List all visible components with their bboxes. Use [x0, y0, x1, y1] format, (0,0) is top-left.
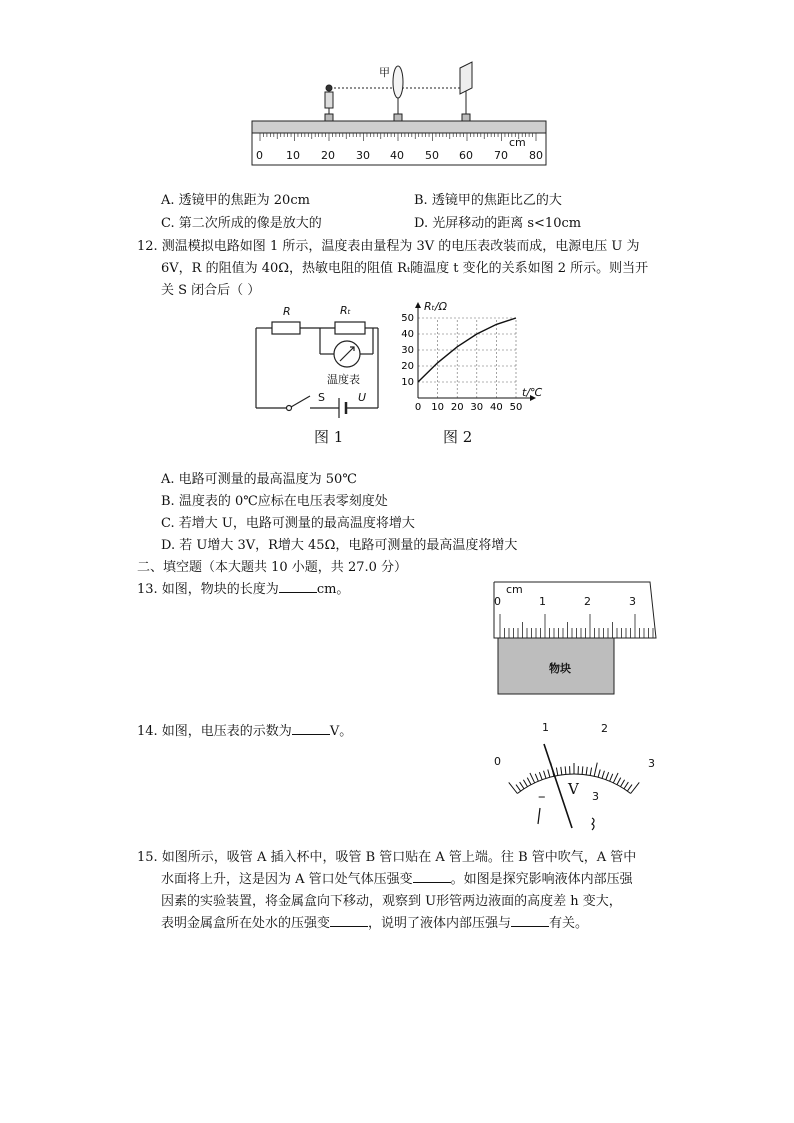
- q13-answer-blank: [279, 580, 317, 593]
- dial-tick: [602, 771, 604, 779]
- ruler-unit: cm: [506, 583, 523, 596]
- dial-mark: 1: [542, 721, 549, 734]
- dial-tick: [516, 785, 521, 792]
- circuit-diagram: [250, 300, 400, 420]
- dial-tick: [509, 782, 518, 793]
- q15-blank-3: [511, 914, 549, 927]
- dial-tick: [530, 773, 535, 783]
- dial-tick: [594, 763, 597, 777]
- dial-tick: [539, 772, 542, 780]
- q15-blank-1: [413, 870, 451, 883]
- y-axis-arrow: [415, 302, 421, 308]
- q15-line4-mid: ，说明了液体内部压强与: [368, 916, 512, 931]
- terminal-minus: –: [538, 787, 546, 805]
- q13-stem-prefix: 13. 如图，物块的长度为: [137, 582, 279, 597]
- x-tick-label: 0: [414, 402, 422, 413]
- fig1-label-s: S: [318, 391, 325, 404]
- dial-tick: [586, 767, 587, 775]
- ruler-mark: 1: [539, 595, 546, 608]
- bench-mark: 60: [459, 149, 473, 162]
- y-tick-label: 20: [401, 361, 414, 372]
- dial-tick: [627, 785, 632, 792]
- bench-mark: 40: [390, 149, 404, 162]
- fig1-label-meter: 温度表: [327, 373, 360, 386]
- q15-line4-end: 有关。: [549, 916, 589, 931]
- q12-option-a: A. 电路可测量的最高温度为 50℃: [161, 472, 357, 487]
- bench-mark: 70: [494, 149, 508, 162]
- y-tick-label: 40: [401, 329, 414, 340]
- dial-tick: [523, 780, 527, 787]
- dial-tick: [582, 766, 583, 774]
- q15-line2-end: 。如图是探究影响液体内部压强: [450, 872, 633, 887]
- q12-option-c: C. 若增大 U，电路可测量的最高温度将增大: [161, 516, 415, 531]
- y-tick-label: 30: [401, 345, 414, 356]
- dial-tick: [590, 768, 591, 776]
- dial-tick: [544, 771, 546, 779]
- dial-tick: [617, 778, 621, 785]
- q15-line4: [161, 914, 588, 934]
- bench-unit-label: cm: [509, 136, 526, 149]
- dial-mark: 0: [494, 755, 501, 768]
- x-tick-label: 20: [450, 402, 464, 413]
- y-tick-label: 50: [401, 313, 414, 324]
- q11-option-c: C. 第二次所成的像是放大的: [161, 216, 322, 231]
- q13-stem: [137, 580, 349, 600]
- q15-line4-text: 表明金属盒所在处水的压强变: [161, 916, 331, 931]
- ruler-mark: 3: [629, 595, 636, 608]
- fig1-label-r: R: [283, 305, 291, 318]
- fig2-caption: 图 2: [443, 428, 473, 446]
- q12-stem-line1: 12. 测温模拟电路如图 1 所示，温度表由量程为 3V 的电压表改装而成，电源电压 U 为: [137, 239, 640, 254]
- q11-option-a: A. 透镜甲的焦距为 20cm: [161, 193, 310, 208]
- lens-label-jia: 甲: [379, 66, 390, 79]
- dial-tick: [535, 774, 538, 781]
- rt-vs-t-chart: [396, 296, 546, 426]
- x-tick-label: 50: [509, 402, 523, 413]
- q15-line1: 15. 如图所示，吸管 A 插入杯中，吸管 B 管口贴在 A 管上端。往 B 管中吹气，A 管中: [137, 850, 637, 865]
- q12-stem-line3: 关 S 闭合后（ ）: [161, 283, 261, 298]
- dial-tick: [624, 782, 628, 789]
- dial-tick: [527, 778, 531, 785]
- dial-tick: [613, 773, 618, 783]
- q14-stem: [137, 722, 352, 742]
- q14-stem-suffix: V。: [329, 724, 353, 739]
- ruler-mark: 0: [494, 595, 501, 608]
- ruler-mark: 2: [584, 595, 591, 608]
- terminal-minus-post: [538, 808, 540, 824]
- dial-unit: V: [568, 780, 579, 798]
- dial-tick: [520, 782, 524, 789]
- bench-mark: 10: [286, 149, 300, 162]
- fig1-caption: 图 1: [314, 428, 344, 446]
- q12-option-b: B. 温度表的 0℃应标在电压表零刻度处: [161, 494, 388, 509]
- x-tick-label: 40: [490, 402, 503, 413]
- dial-tick: [606, 772, 609, 780]
- x-tick-label: 30: [470, 402, 484, 413]
- section-heading: 二、填空题（本大题共 10 小题，共 27.0 分）: [137, 560, 408, 575]
- q13-stem-suffix: cm。: [316, 582, 350, 597]
- q11-option-b: B. 透镜甲的焦距比乙的大: [414, 193, 562, 208]
- terminal-3-post: [592, 818, 594, 830]
- q15-line2: [161, 870, 633, 890]
- y-tick-label: 10: [401, 377, 414, 388]
- dial-tick: [565, 766, 566, 774]
- dial-tick: [631, 782, 640, 793]
- q14-stem-prefix: 14. 如图，电压表的示数为: [137, 724, 292, 739]
- q11-option-d: D. 光屏移动的距离 s<10cm: [414, 216, 582, 231]
- bench-mark: 80: [529, 149, 543, 162]
- bench-mark: 50: [425, 149, 439, 162]
- q12-stem-line2: 6V，R 的阻值为 40Ω，热敏电阻的阻值 Rₜ随温度 t 变化的关系如图 2 所示。则当开: [161, 261, 649, 276]
- x-tick-label: 10: [431, 402, 444, 413]
- terminal-3: 3: [592, 790, 599, 803]
- dial-mark: 3: [648, 757, 655, 770]
- dial-mark: 2: [601, 722, 608, 735]
- q12-option-d: D. 若 U增大 3V，R增大 45Ω，电路可测量的最高温度将增大: [161, 538, 518, 553]
- q15-line3: 因素的实验装置，将金属盒向下移动，观察到 U形管两边液面的高度差 h 变大，: [161, 894, 622, 909]
- dial-tick: [548, 769, 550, 777]
- block-label: 物块: [549, 662, 571, 675]
- bench-mark: 20: [321, 149, 335, 162]
- q15-line2-text: 水面将上升，这是因为 A 管口处气体压强变: [161, 872, 413, 887]
- q15-blank-2: [330, 914, 368, 927]
- fig1-label-rt: Rₜ: [340, 304, 351, 317]
- dial-tick: [598, 769, 600, 777]
- voltmeter-dial: [488, 716, 668, 834]
- dial-tick: [621, 780, 625, 787]
- q14-answer-blank: [292, 722, 330, 735]
- fig1-label-u: U: [358, 391, 367, 404]
- bench-mark: 0: [256, 149, 263, 162]
- chart-xlabel: t/℃: [522, 386, 543, 399]
- bench-mark: 30: [356, 149, 370, 162]
- dial-tick: [561, 767, 562, 775]
- dial-tick: [556, 768, 557, 776]
- chart-ylabel: Rₜ/Ω: [424, 300, 447, 313]
- dial-tick: [610, 774, 613, 781]
